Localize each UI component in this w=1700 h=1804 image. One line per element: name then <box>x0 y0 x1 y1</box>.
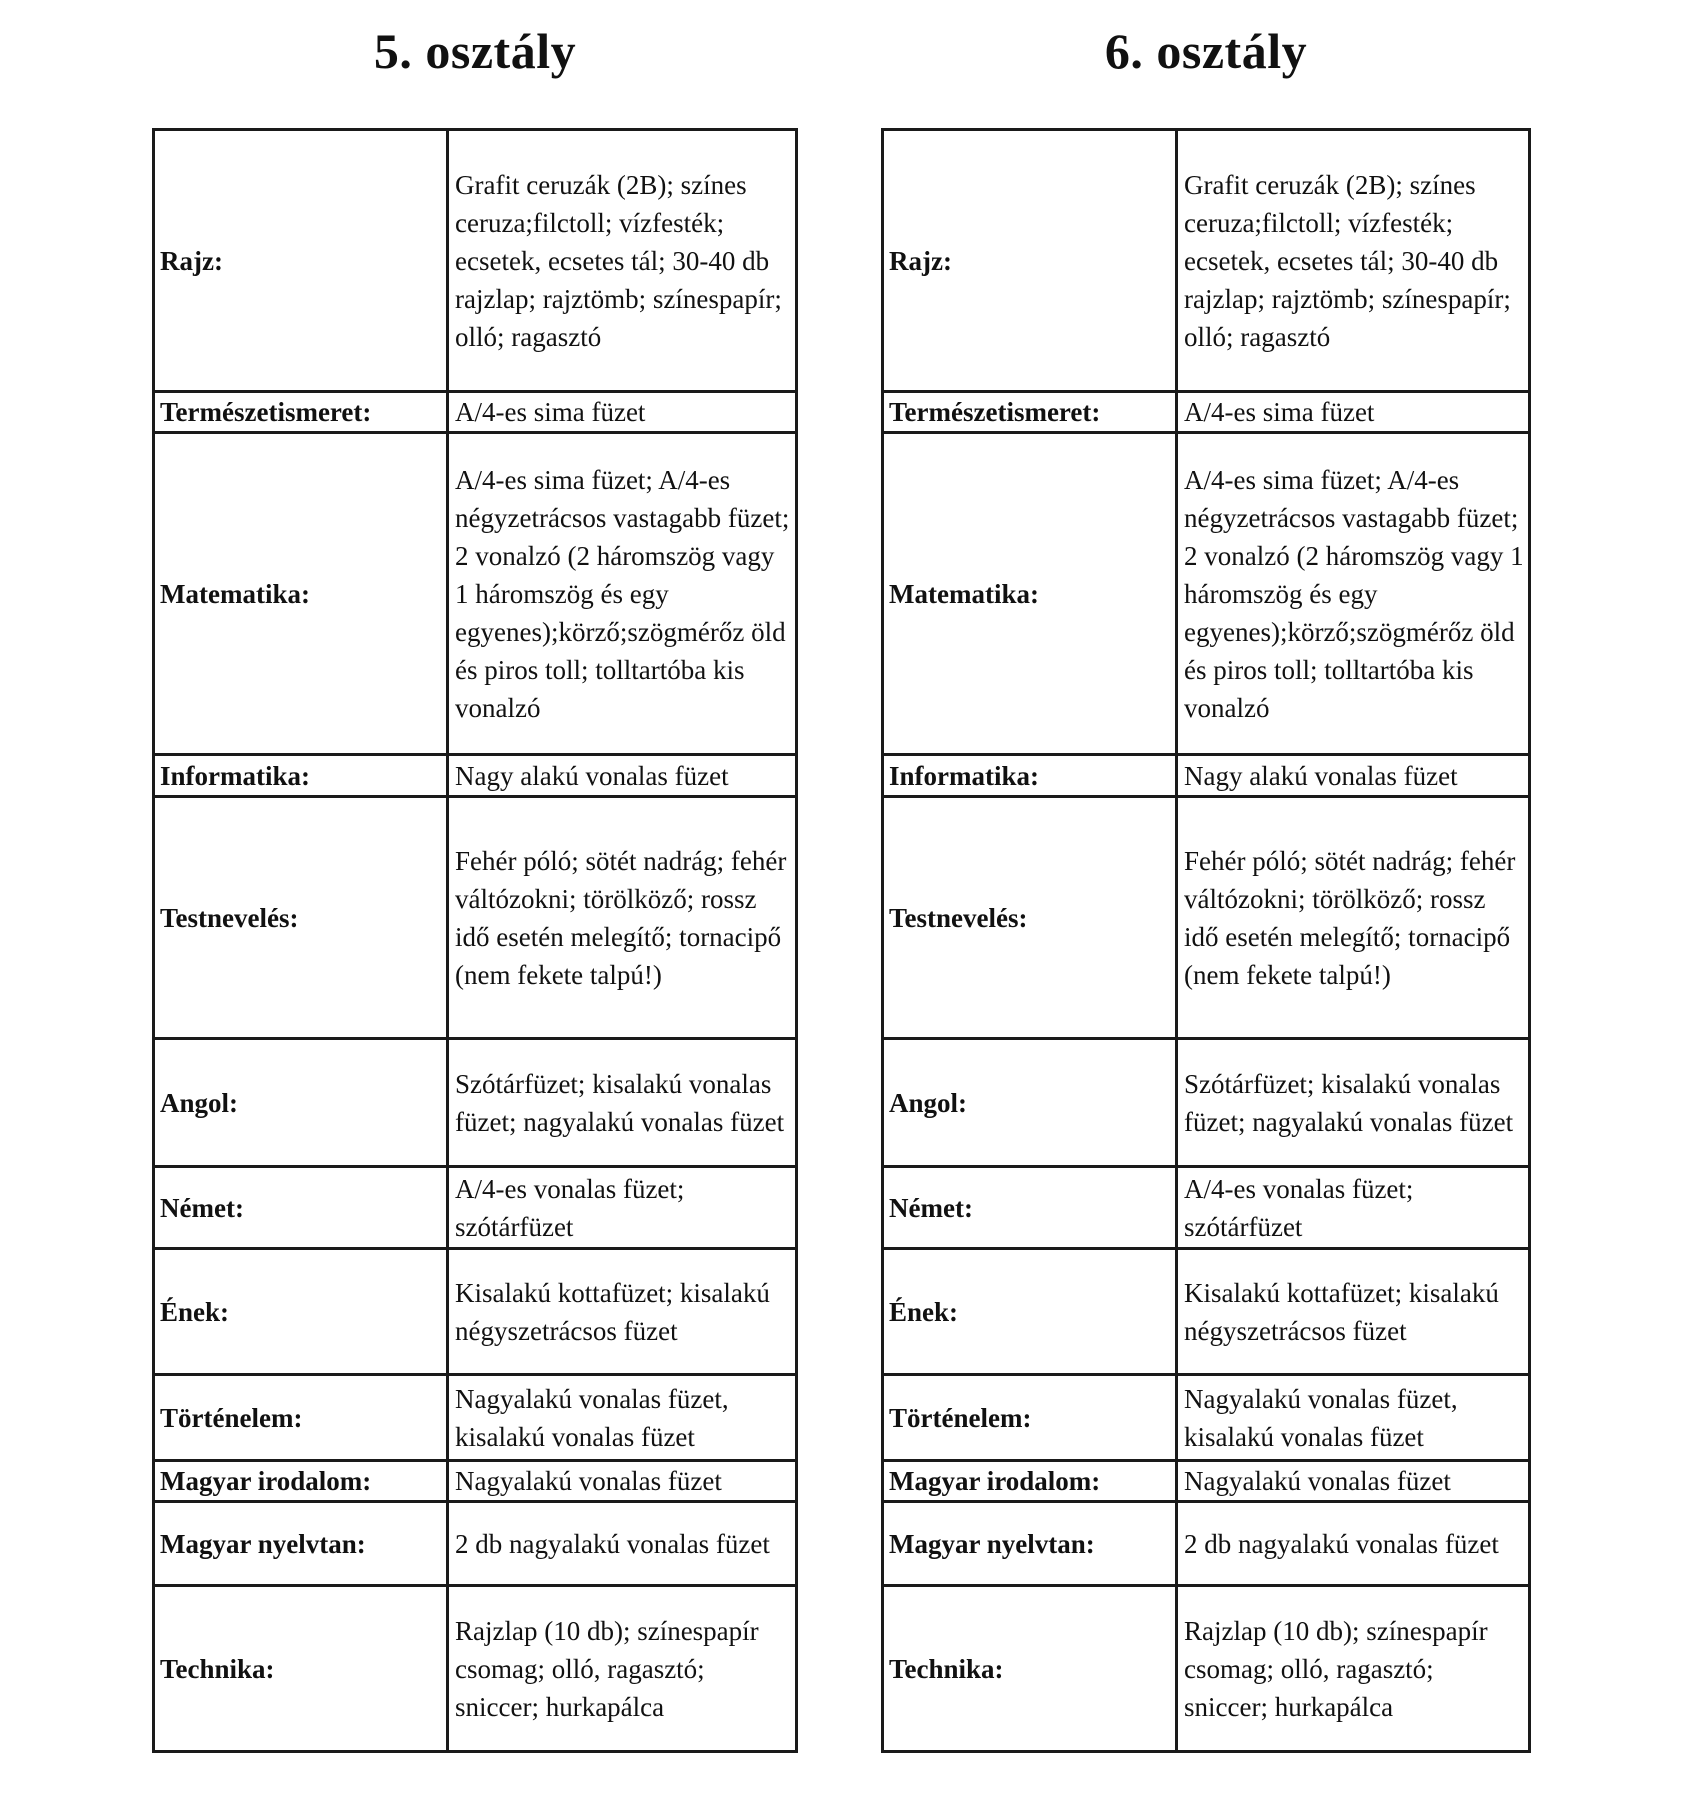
grade-6-title: 6. osztály <box>1104 23 1308 79</box>
table-row <box>154 433 797 755</box>
subject-cell: Német: <box>883 1167 1177 1249</box>
table-row <box>883 1586 1530 1752</box>
subject-cell: Magyar irodalom: <box>883 1461 1177 1502</box>
items-cell: Nagyalakú vonalas füzet, kisalakú vonalas füzet <box>448 1375 797 1461</box>
items-cell: Nagy alakú vonalas füzet <box>448 755 797 797</box>
table-row <box>154 1461 797 1502</box>
items-cell: Fehér póló; sötét nadrág; fehér váltózokni; törölköző; rossz idő esetén melegítő; tornacipő (nem fekete talpú!) <box>448 797 797 1039</box>
subject-cell: Rajz: <box>883 130 1177 392</box>
table-row <box>883 1249 1530 1375</box>
items-cell: Szótárfüzet; kisalakú vonalas füzet; nagyalakú vonalas füzet <box>448 1039 797 1167</box>
subject-cell: Természetismeret: <box>154 392 448 433</box>
table-row <box>883 1502 1530 1586</box>
subject-cell: Magyar nyelvtan: <box>154 1502 448 1586</box>
table-row <box>883 130 1530 392</box>
subject-cell: Angol: <box>883 1039 1177 1167</box>
subject-cell: Magyar nyelvtan: <box>883 1502 1177 1586</box>
items-cell: Rajzlap (10 db); színespapír csomag; olló, ragasztó; sniccer; hurkapálca <box>448 1586 797 1752</box>
items-cell: Nagyalakú vonalas füzet <box>1177 1461 1530 1502</box>
subject-cell: Német: <box>154 1167 448 1249</box>
subject-cell: Matematika: <box>883 433 1177 755</box>
items-cell: Grafit ceruzák (2B); színes ceruza;filctoll; vízfesték; ecsetek, ecsetes tál; 30-40 db rajzlap; rajztömb; színespapír; olló; ragasztó <box>1177 130 1530 392</box>
subject-cell: Ének: <box>883 1249 1177 1375</box>
items-cell: A/4-es vonalas füzet; szótárfüzet <box>448 1167 797 1249</box>
table-row <box>154 1249 797 1375</box>
table-row <box>883 392 1530 433</box>
subject-cell: Angol: <box>154 1039 448 1167</box>
grade-5-title: 5. osztály <box>373 23 577 79</box>
table-row <box>154 1502 797 1586</box>
items-cell: Szótárfüzet; kisalakú vonalas füzet; nagyalakú vonalas füzet <box>1177 1039 1530 1167</box>
items-cell: Nagy alakú vonalas füzet <box>1177 755 1530 797</box>
table-row <box>883 1039 1530 1167</box>
items-cell: 2 db nagyalakú vonalas füzet <box>448 1502 797 1586</box>
items-cell: Kisalakú kottafüzet; kisalakú négyszetrácsos füzet <box>448 1249 797 1375</box>
subject-cell: Rajz: <box>154 130 448 392</box>
table-row <box>154 392 797 433</box>
items-cell: Kisalakú kottafüzet; kisalakú négyszetrácsos füzet <box>1177 1249 1530 1375</box>
subject-cell: Testnevelés: <box>883 797 1177 1039</box>
subject-cell: Ének: <box>154 1249 448 1375</box>
subject-cell: Technika: <box>883 1586 1177 1752</box>
items-cell: Rajzlap (10 db); színespapír csomag; olló, ragasztó; sniccer; hurkapálca <box>1177 1586 1530 1752</box>
items-cell: 2 db nagyalakú vonalas füzet <box>1177 1502 1530 1586</box>
items-cell: A/4-es sima füzet <box>1177 392 1530 433</box>
subject-cell: Magyar irodalom: <box>154 1461 448 1502</box>
table-row <box>154 797 797 1039</box>
items-cell: A/4-es sima füzet; A/4-es négyzetrácsos vastagabb füzet; 2 vonalzó (2 háromszög vagy 1 háromszög és egy egyenes);körző;szögmérőz öld és piros toll; tolltartóba kis vonalzó <box>1177 433 1530 755</box>
items-cell: Nagyalakú vonalas füzet <box>448 1461 797 1502</box>
items-cell: A/4-es vonalas füzet; szótárfüzet <box>1177 1167 1530 1249</box>
table-row <box>154 130 797 392</box>
table-row <box>154 1586 797 1752</box>
table-row <box>883 797 1530 1039</box>
subject-cell: Informatika: <box>883 755 1177 797</box>
table-row <box>883 1375 1530 1461</box>
items-cell: Nagyalakú vonalas füzet, kisalakú vonalas füzet <box>1177 1375 1530 1461</box>
table-row <box>883 1461 1530 1502</box>
subject-cell: Történelem: <box>154 1375 448 1461</box>
items-cell: A/4-es sima füzet <box>448 392 797 433</box>
subject-cell: Természetismeret: <box>883 392 1177 433</box>
table-row <box>883 755 1530 797</box>
subject-cell: Informatika: <box>154 755 448 797</box>
grade-5-supply-table <box>152 128 798 1753</box>
items-cell: Grafit ceruzák (2B); színes ceruza;filctoll; vízfesték; ecsetek, ecsetes tál; 30-40 db rajzlap; rajztömb; színespapír; olló; ragasztó <box>448 130 797 392</box>
table-row <box>154 755 797 797</box>
grade-6-supply-table <box>881 128 1531 1753</box>
subject-cell: Matematika: <box>154 433 448 755</box>
table-row <box>883 433 1530 755</box>
items-cell: Fehér póló; sötét nadrág; fehér váltózokni; törölköző; rossz idő esetén melegítő; tornacipő (nem fekete talpú!) <box>1177 797 1530 1039</box>
table-row <box>154 1167 797 1249</box>
table-row <box>154 1375 797 1461</box>
subject-cell: Testnevelés: <box>154 797 448 1039</box>
items-cell: A/4-es sima füzet; A/4-es négyzetrácsos vastagabb füzet; 2 vonalzó (2 háromszög vagy 1 háromszög és egy egyenes);körző;szögmérőz öld és piros toll; tolltartóba kis vonalzó <box>448 433 797 755</box>
table-row <box>883 1167 1530 1249</box>
subject-cell: Technika: <box>154 1586 448 1752</box>
table-row <box>154 1039 797 1167</box>
subject-cell: Történelem: <box>883 1375 1177 1461</box>
